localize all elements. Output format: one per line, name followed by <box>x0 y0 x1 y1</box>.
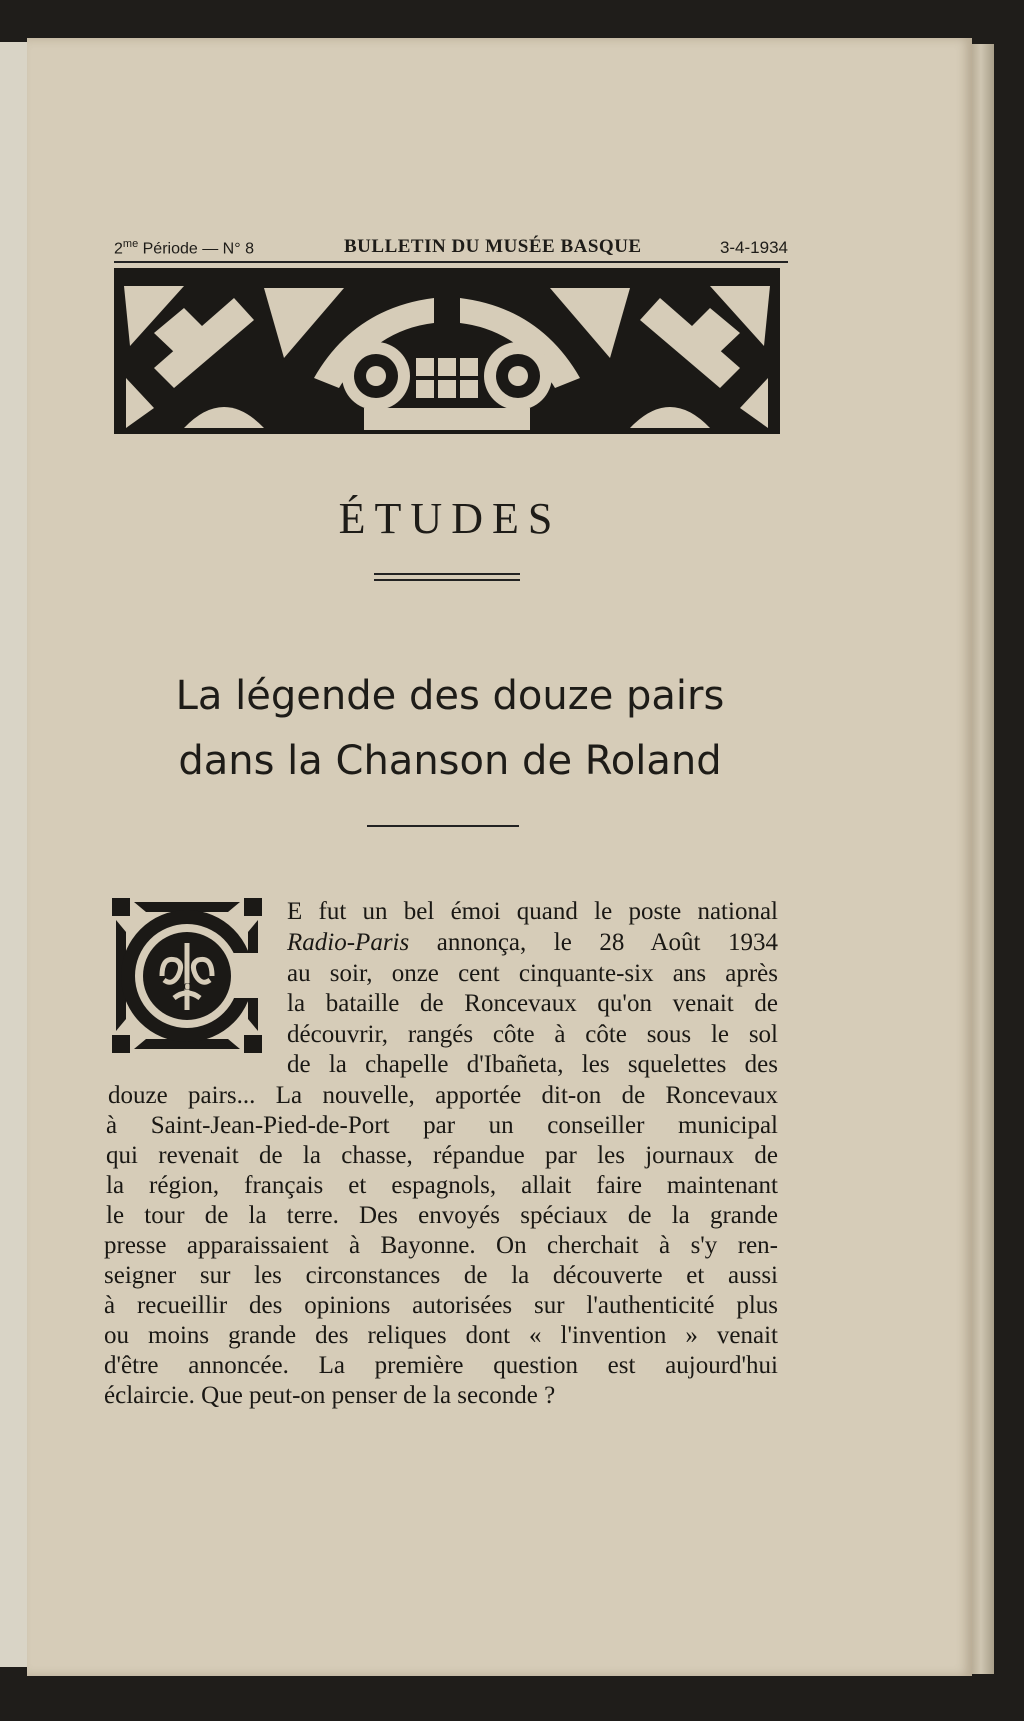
double-rule-divider <box>374 573 520 581</box>
dropcap-letter: C <box>183 982 191 993</box>
body-line: qui revenait de la chasse, répandue par les journaux de <box>106 1142 778 1169</box>
page-stack-edge <box>972 44 994 1674</box>
body-line: presse apparaissaient à Bayonne. On cherchait à s'y ren- <box>104 1232 778 1259</box>
running-header <box>114 231 788 263</box>
body-line: la bataille de Roncevaux qu'on venait de <box>287 990 778 1017</box>
period-issue: Période — N° 8 <box>138 240 254 257</box>
body-line: la région, français et espagnols, allait faire maintenant <box>106 1172 778 1199</box>
ornamental-dropcap-icon <box>112 898 262 1053</box>
header-journal-title: BULLETIN DU MUSÉE BASQUE <box>344 236 642 257</box>
header-period <box>114 238 254 258</box>
period-superscript: me <box>122 237 139 250</box>
header-date: 3-4-1934 <box>719 238 788 257</box>
body-line: douze pairs... La nouvelle, apportée dit-on de Roncevaux <box>108 1082 778 1109</box>
body-line: Radio-Paris annonça, le 28 Août 1934 <box>287 929 778 956</box>
article-title-line-2: dans la Chanson de Roland <box>178 738 722 784</box>
body-line: à Saint-Jean-Pied-de-Port par un conseiller municipal <box>106 1112 778 1139</box>
title-rule-divider <box>367 825 519 827</box>
body-line: seigner sur les circonstances de la découverte et aussi <box>104 1262 778 1289</box>
body-line: de la chapelle d'Ibañeta, les squelettes des <box>287 1051 778 1078</box>
decorative-basque-frieze-icon <box>114 268 780 434</box>
body-line: à recueillir des opinions autorisées sur l'authenticité plus <box>104 1292 778 1319</box>
body-line: ou moins grande des reliques dont « l'invention » venait <box>104 1322 778 1349</box>
body-line: découvrir, rangés côte à côte sous le sol <box>287 1021 778 1048</box>
section-title: ÉTUDES <box>338 494 562 543</box>
body-line: au soir, onze cent cinquante-six ans après <box>287 960 778 987</box>
facing-page-edge <box>0 42 29 1667</box>
body-line: le tour de la terre. Des envoyés spéciaux de la grande <box>106 1202 778 1229</box>
body-line: d'être annoncée. La première question est aujourd'hui <box>104 1352 778 1379</box>
period-number: 2 <box>114 240 123 257</box>
station-name: Radio-Paris <box>287 929 410 956</box>
body-line: éclaircie. Que peut-on penser de la seconde ? <box>104 1382 556 1409</box>
article-title-line-1: La légende des douze pairs <box>175 673 725 719</box>
body-line: E fut un bel émoi quand le poste national <box>287 898 778 925</box>
